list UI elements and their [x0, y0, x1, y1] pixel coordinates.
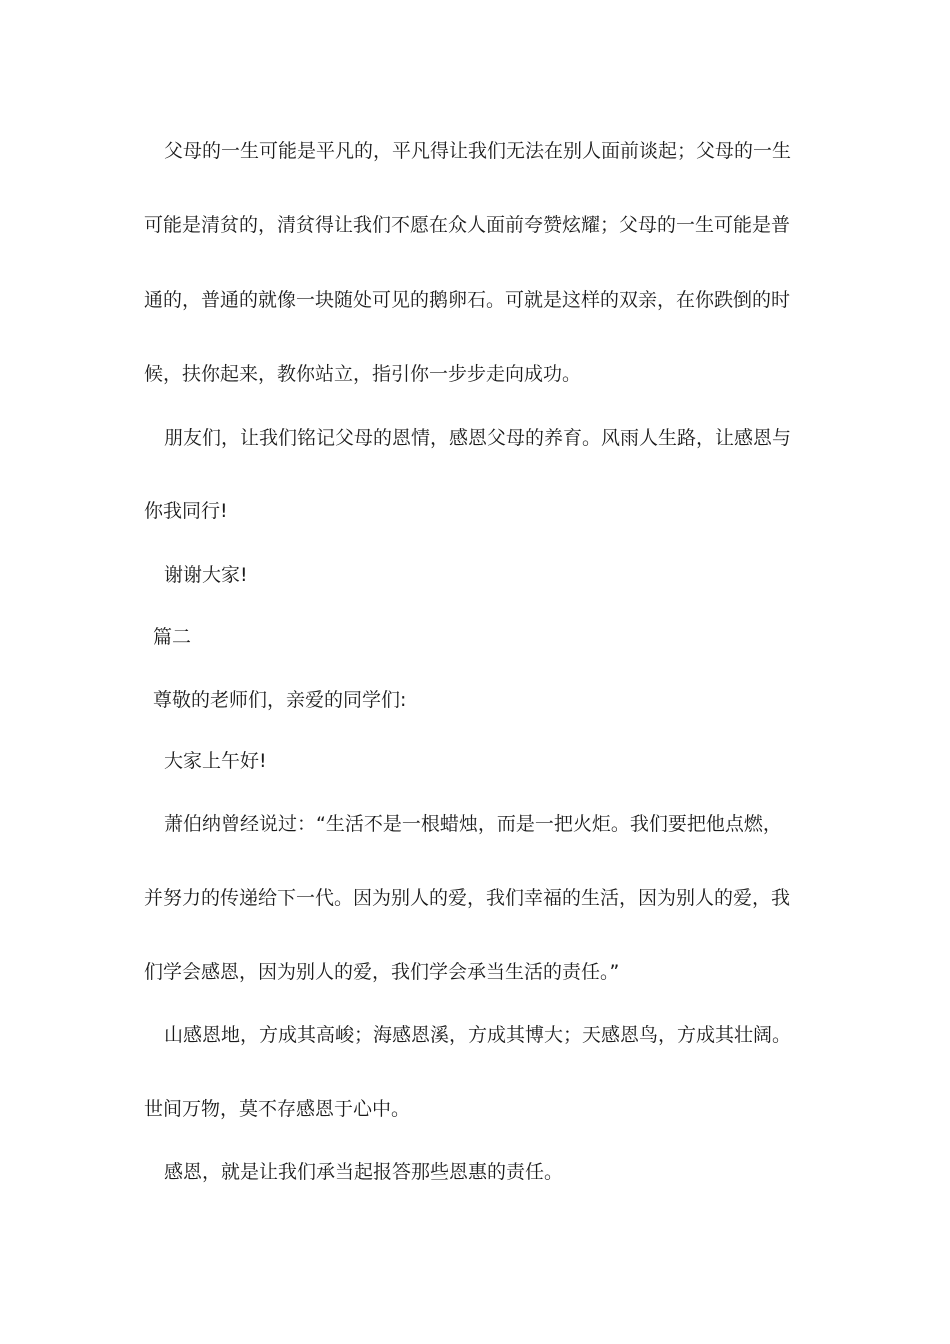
greeting: 大家上午好! [164, 750, 267, 772]
thanks-line: 谢谢大家! [164, 564, 248, 586]
paragraph-1-line-4: 候，扶你起来，教你站立，指引你一步步走向成功。 [144, 363, 582, 385]
salutation: 尊敬的老师们，亲爱的同学们: [153, 689, 407, 711]
paragraph-4-line-2: 世间万物，莫不存感恩于心中。 [144, 1098, 411, 1120]
paragraph-1-line-3: 通的，普通的就像一块随处可见的鹅卵石。可就是这样的双亲，在你跌倒的时 [144, 289, 791, 311]
paragraph-5-line-1: 感恩，就是让我们承当起报答那些恩惠的责任。 [164, 1161, 564, 1183]
paragraph-1-line-1: 父母的一生可能是平凡的，平凡得让我们无法在别人面前谈起；父母的一生 [164, 140, 792, 162]
paragraph-2-line-2: 你我同行! [144, 500, 228, 522]
section-heading: 篇二 [153, 626, 192, 648]
paragraph-1-line-2: 可能是清贫的，清贫得让我们不愿在众人面前夸赞炫耀；父母的一生可能是普 [144, 214, 791, 236]
paragraph-4-line-1: 山感恩地，方成其高峻；海感恩溪，方成其博大；天感恩鸟，方成其壮阔。 [164, 1024, 792, 1046]
paragraph-3-line-1: 萧伯纳曾经说过：“生活不是一根蜡烛，而是一把火炬。我们要把他点燃， [164, 813, 782, 835]
paragraph-3-line-3: 们学会感恩，因为别人的爱，我们学会承当生活的责任。” [144, 961, 620, 983]
paragraph-2-line-1: 朋友们，让我们铭记父母的恩情，感恩父母的养育。风雨人生路，让感恩与 [164, 427, 792, 449]
paragraph-3-line-2: 并努力的传递给下一代。因为别人的爱，我们幸福的生活，因为别人的爱，我 [144, 887, 791, 909]
